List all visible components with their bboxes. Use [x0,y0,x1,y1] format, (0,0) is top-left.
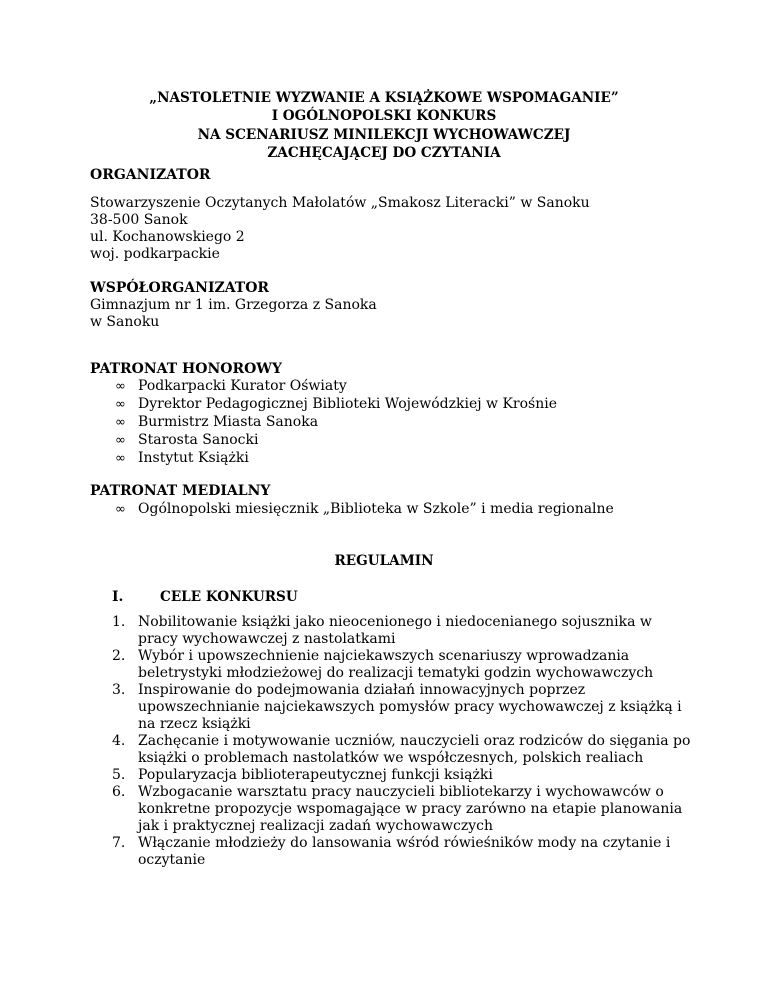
goal-number: 2. [112,648,126,664]
document-title [0,89,768,163]
list-item-text: Podkarpacki Kurator Oświaty [138,378,347,394]
goal-item [112,614,692,648]
goal-text: Włączanie młodzieży do lansowania wśród rówieśników mody na czytanie i oczytanie [138,835,671,868]
infinity-bullet-icon: ∞ [115,433,126,448]
goals-list [112,614,692,869]
coorganizer-line: w Sanoku [90,314,160,330]
goal-item [112,784,692,835]
goal-text: Nobilitowanie książki jako nieocenionego i niedocenianego sojusznika w pracy wychowawczej z nastolatkami [138,614,652,647]
infinity-bullet-icon: ∞ [115,415,126,430]
title-line-1: „NASTOLETNIE WYZWANIE A KSIĄŻKOWE WSPOMAGANIE” [149,90,619,106]
goal-item [112,682,692,733]
goal-text: Inspirowanie do podejmowania działań innowacyjnych poprzez upowszechnianie najciekawszych pomysłów pracy wychowawczej z książką i na rzecz książki [138,682,682,732]
chapter-number: I. [112,589,124,605]
infinity-bullet-icon: ∞ [115,397,126,412]
honorary-patronage-heading: PATRONAT HONOROWY [90,361,283,377]
list-item-text: Starosta Sanocki [138,432,259,448]
infinity-bullet-icon: ∞ [115,451,126,466]
chapter-title: CELE KONKURSU [160,589,298,605]
goal-number: 1. [112,614,126,630]
goal-text: Wzbogacanie warsztatu pracy nauczycieli bibliotekarzy i wychowawców o konkretne propozycje wspomagające w pracy zarówno na etapie planowania jak i praktycznej realizacji zadań wychowawczych [138,784,683,834]
list-item-text: Instytut Książki [138,450,249,466]
infinity-bullet-icon: ∞ [115,379,126,394]
goal-number: 7. [112,835,126,851]
coorganizer-line: Gimnazjum nr 1 im. Grzegorza z Sanoka [90,297,377,313]
goal-text: Popularyzacja biblioterapeutycznej funkcji książki [138,767,493,783]
goal-item [112,648,692,682]
goal-item [112,733,692,767]
title-line-4: ZACHĘCAJĄCEJ DO CZYTANIA [267,145,501,162]
title-line-3: NA SCENARIUSZ MINILEKCJI WYCHOWAWCZEJ [197,126,571,143]
goal-item [112,767,692,784]
goal-number: 5. [112,767,126,783]
coorganizer-heading: WSPÓŁORGANIZATOR [90,280,270,296]
list-item-text: Burmistrz Miasta Sanoka [138,414,319,430]
list-item-text: Dyrektor Pedagogicznej Biblioteki Wojewódzkiej w Krośnie [138,396,558,412]
list-item-text: Ogólnopolski miesięcznik „Biblioteka w Szkole” i media regionalne [138,501,614,517]
organizer-line: ul. Kochanowskiego 2 [90,229,245,245]
media-patronage-heading: PATRONAT MEDIALNY [90,483,271,499]
regulations-heading: REGULAMIN [334,553,434,569]
goal-text: Wybór i upowszechnienie najciekawszych scenariuszy wprowadzania beletrystyki młodzieżowej do realizacji tematyki godzin wychowawczych [138,648,654,681]
organizer-heading: ORGANIZATOR [90,167,211,183]
goal-number: 3. [112,682,126,698]
organizer-line: 38-500 Sanok [90,212,188,228]
goal-text: Zachęcanie i motywowanie uczniów, nauczycieli oraz rodziców do sięgania po książki o problemach nastolatków we współczesnych, polskich realiach [138,733,691,766]
goal-number: 6. [112,784,126,800]
goal-item [112,835,692,869]
goal-number: 4. [112,733,126,749]
infinity-bullet-icon: ∞ [115,502,126,517]
title-line-2: I OGÓLNOPOLSKI KONKURS [271,108,497,125]
organizer-line: woj. podkarpackie [90,246,220,262]
organizer-line: Stowarzyszenie Oczytanych Małolatów „Smakosz Literacki” w Sanoku [90,195,590,211]
